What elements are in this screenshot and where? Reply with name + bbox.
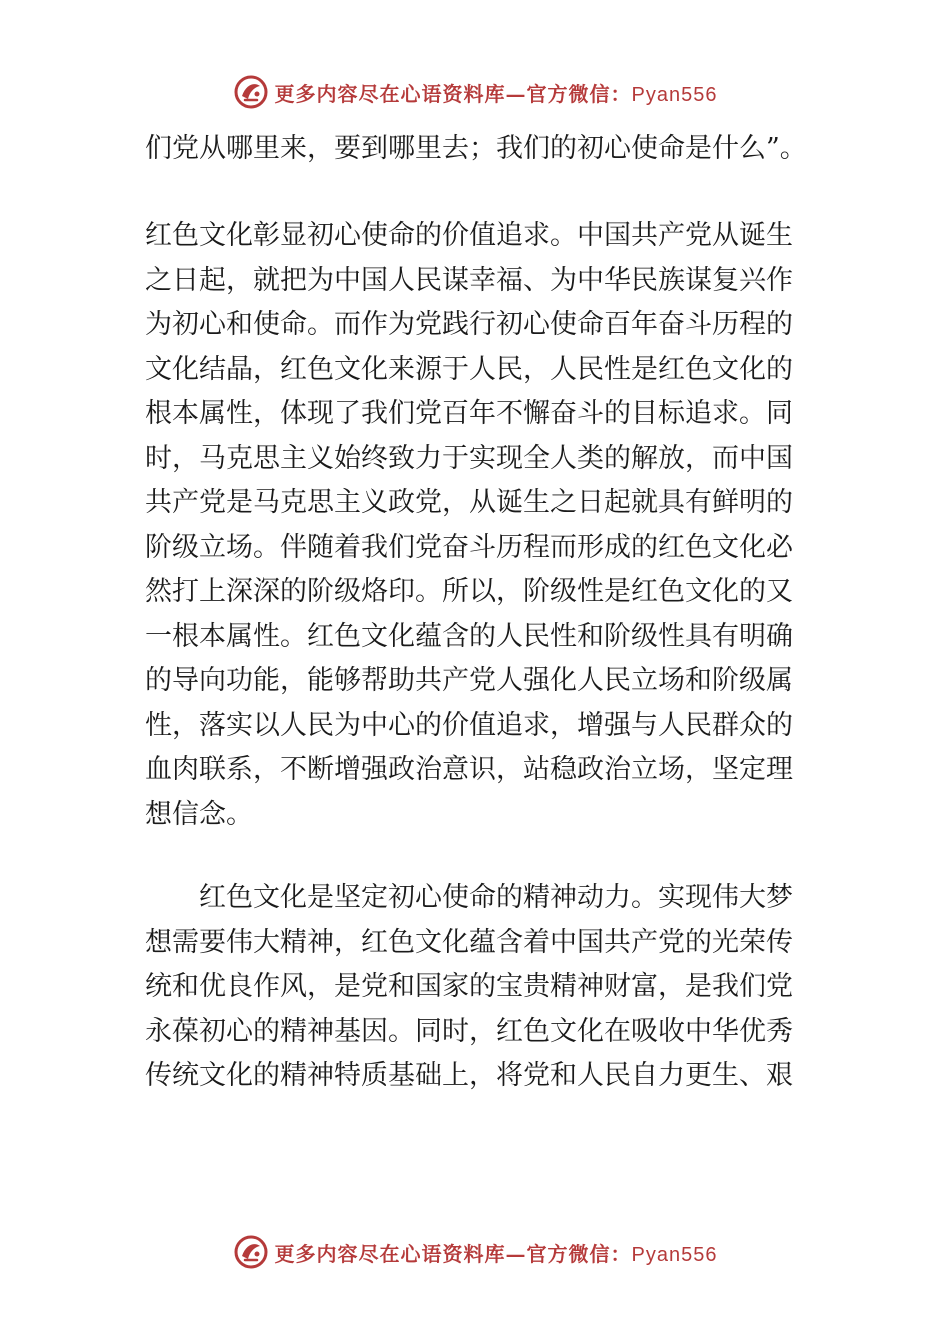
text-line: 然打上深深的阶级烙印。所以，阶级性是红色文化的又 — [145, 576, 793, 607]
text-line: 一根本属性。红色文化蕴含的人民性和阶级性具有明确 — [145, 620, 793, 652]
text-line: 传统文化的精神特质基础上，将党和人民自力更生、艰 — [145, 1060, 793, 1091]
text-line: 之日起，就把为中国人民谋幸福、为中华民族谋复兴作 — [145, 264, 793, 296]
text-line: 们党从哪里来，要到哪里去；我们的初心使命是什么”。 — [145, 133, 807, 164]
paragraph-spiritual-power — [145, 876, 810, 1099]
paragraph-continuation — [145, 127, 810, 172]
text-line: 文化结晶，红色文化来源于人民，人民性是红色文化的 — [145, 353, 793, 385]
brand-logo-icon — [233, 1234, 269, 1270]
footer-banner-id: Pyan556 — [631, 1243, 718, 1266]
text-line: 的导向功能，能够帮助共产党人强化人民立场和阶级属 — [145, 665, 793, 696]
text-line: 红色文化是坚定初心使命的精神动力。实现伟大梦 — [145, 882, 793, 913]
text-line: 永葆初心的精神基因。同时，红色文化在吸收中华优秀 — [145, 1015, 793, 1047]
header-banner-text: 更多内容尽在心语资料库—官方微信：Pyan556 — [274, 81, 718, 106]
text-line: 红色文化彰显初心使命的价值追求。中国共产党从诞生 — [145, 220, 793, 251]
text-line: 共产党是马克思主义政党，从诞生之日起就具有鲜明的 — [145, 487, 793, 518]
text-line: 想信念。 — [145, 798, 253, 830]
text-line: 性，落实以人民为中心的价值追求，增强与人民群众的 — [145, 709, 793, 741]
footer-banner-text: 更多内容尽在心语资料库—官方微信：Pyan556 — [274, 1241, 718, 1266]
footer-banner — [0, 1232, 950, 1272]
text-line: 根本属性，体现了我们党百年不懈奋斗的目标追求。同 — [145, 398, 793, 429]
text-line: 想需要伟大精神，红色文化蕴含着中国共产党的光荣传 — [145, 926, 793, 958]
text-line: 为初心和使命。而作为党践行初心使命百年奋斗历程的 — [145, 309, 793, 340]
text-line: 统和优良作风，是党和国家的宝贵精神财富，是我们党 — [145, 971, 793, 1002]
text-line: 时，马克思主义始终致力于实现全人类的解放，而中国 — [145, 442, 793, 474]
text-line: 阶级立场。伴随着我们党奋斗历程而形成的红色文化必 — [145, 531, 793, 563]
text-line: 血肉联系，不断增强政治意识，站稳政治立场，坚定理 — [145, 754, 793, 785]
brand-logo-icon — [233, 74, 269, 110]
header-banner — [0, 72, 950, 112]
paragraph-value-pursuit — [145, 214, 810, 837]
header-banner-id: Pyan556 — [631, 83, 718, 106]
